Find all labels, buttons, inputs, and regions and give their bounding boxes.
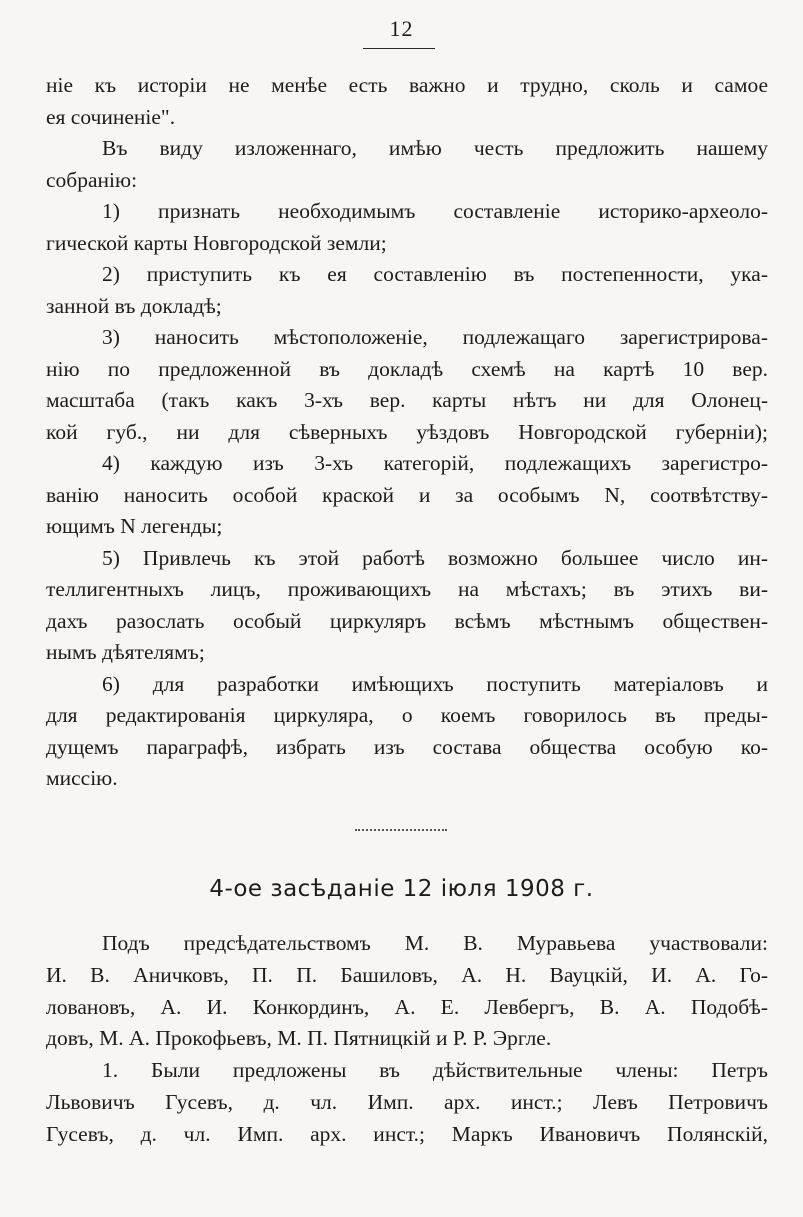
text-line: Львовичъ Гусевъ, д. чл. Имп. арх. инст.; Левъ Петровичъ <box>46 1090 768 1114</box>
text-line: нымъ дѣятелямъ; <box>46 640 205 664</box>
text-line: Въ виду изложеннаго, имѣю честь предложить нашему <box>102 136 768 160</box>
text-line: ющимъ N легенды; <box>46 514 223 538</box>
text-line: кой губ., ни для сѣверныхъ уѣздовъ Новгородской губерніи); <box>46 419 768 444</box>
page-number: 12 <box>389 16 414 41</box>
text-line: 4) каждую изъ 3-хъ категорій, подлежащихъ зарегистро- <box>102 451 768 475</box>
text-line: И. В. Аничковъ, П. П. Башиловъ, А. Н. Вауцкій, И. А. Го- <box>46 962 768 987</box>
text-line: миссію. <box>46 766 118 790</box>
text-line: гической карты Новгородской земли; <box>46 230 387 255</box>
text-line: для редактированія циркуляра, о коемъ говорилось въ преды- <box>46 703 768 727</box>
text-line: 6) для разработки имѣющихъ поступить матеріаловъ и <box>102 671 768 696</box>
text-line: Подъ предсѣдательствомъ М. В. Муравьева участвовали: <box>102 931 768 955</box>
text-line: ніе къ исторіи не менѣе есть важно и трудно, сколь и самое <box>46 73 768 97</box>
text-line: довъ, М. А. Прокофьевъ, М. П. Пятницкій и Р. Р. Эргле. <box>46 1026 552 1051</box>
text-line: ванію наносить особой краской и за особымъ N, соотвѣтству- <box>46 482 768 507</box>
text-line: ея сочиненіе". <box>46 104 176 129</box>
text-line: 5) Привлечь къ этой работѣ возможно большее число ин- <box>102 545 768 570</box>
text-line: масштаба (такъ какъ 3-хъ вер. карты нѣтъ ни для Олонец- <box>46 388 768 412</box>
text-line: дущемъ параграфѣ, избрать изъ состава общества особую ко- <box>46 734 768 759</box>
text-line: 1. Были предложены въ дѣйствительные члены: Петръ <box>102 1058 768 1083</box>
page-number-rule <box>363 48 435 49</box>
text-line: занной въ докладѣ; <box>46 293 222 318</box>
text-line: ловановъ, А. И. Конкординъ, А. Е. Левбергъ, В. А. Подобѣ- <box>46 994 768 1019</box>
section-separator <box>355 829 447 831</box>
text-line: нію по предложенной въ докладѣ схемѣ на картѣ 10 вер. <box>46 356 768 381</box>
text-line: собранію: <box>46 167 138 192</box>
text-line: 2) приступить къ ея составленію въ постепенности, ука- <box>102 262 768 286</box>
text-line: теллигентныхъ лицъ, проживающихъ на мѣстахъ; въ этихъ ви- <box>46 577 768 601</box>
session-heading: 4-ое засѣданіе 12 іюля 1908 г. <box>209 876 594 902</box>
text-line: Гусевъ, д. чл. Имп. арх. инст.; Маркъ Ивановичъ Полянскій, <box>46 1121 768 1146</box>
text-line: 3) наносить мѣстоположеніе, подлежащаго зарегистрирова- <box>102 325 768 349</box>
text-line: 1) признать необходимымъ составленіе историко-археоло- <box>102 199 768 223</box>
text-line: дахъ разослать особый циркуляръ всѣмъ мѣстнымъ обществен- <box>46 608 768 633</box>
